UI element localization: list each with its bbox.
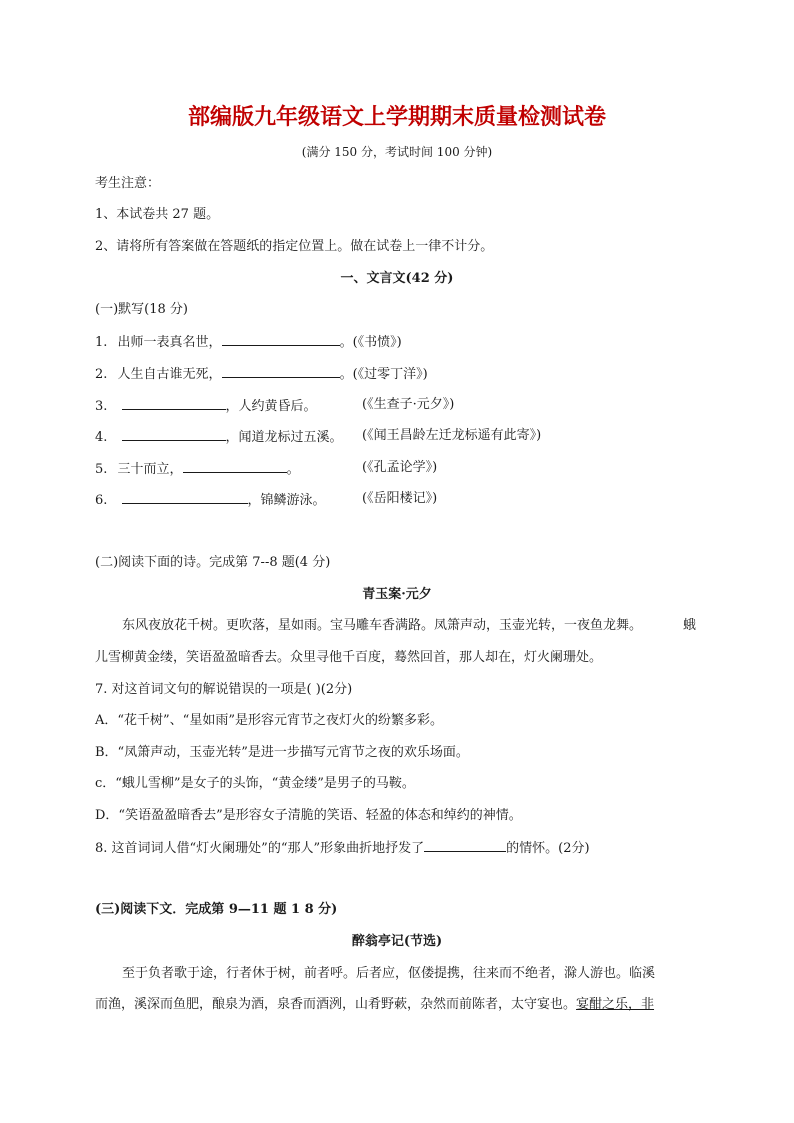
fill-item-source: 。(《过零丁洋》) — [339, 367, 428, 382]
fill-item-text: 出师一表真名世， — [117, 335, 222, 350]
option-b: B．“凤箫声动，玉壶光转”是进一步描写元宵节之夜的欢乐场面。 — [95, 745, 469, 760]
fill-item-6 — [95, 490, 326, 510]
fill-item-source: 。(《书愤》) — [339, 335, 402, 350]
fill-item-4 — [95, 427, 343, 447]
fill-item-text: ，闻道龙标过五溪。 — [225, 430, 343, 445]
fill-item-source: (《生查子·元夕》) — [362, 397, 455, 412]
fill-item-number: 6. — [95, 493, 108, 508]
prose-title: 醉翁亭记(节选) — [351, 934, 443, 949]
part-two-heading: (二)阅读下面的诗。完成第 7--8 题(4 分) — [95, 555, 331, 570]
fill-item-5 — [95, 459, 300, 479]
fill-item-number: 4. — [95, 430, 108, 445]
fill-item-text: ，锦鳞游泳。 — [247, 493, 326, 508]
fill-item-number: 1. — [95, 335, 108, 350]
fill-item-source: (《岳阳楼记》) — [362, 491, 438, 506]
answer-blank — [222, 364, 340, 378]
prose-line-2-text: 而渔，溪深而鱼肥，酿泉为酒，泉香而酒洌，山肴野蔌，杂然而前陈者，太守宴也。 — [95, 997, 577, 1012]
fill-item-text: 三十而立， — [117, 462, 183, 477]
fill-item-number: 2. — [95, 367, 108, 382]
poem-line-1: 东风夜放花千树。更吹落，星如雨。宝马雕车香满路。凤箫声动，玉壶光转，一夜鱼龙舞。 — [122, 618, 643, 633]
question-8-tail: 的情怀。(2分) — [506, 841, 590, 856]
question-8 — [95, 838, 590, 858]
option-a: A．“花千树”、“星如雨”是形容元宵节之夜灯火的纷繁多彩。 — [95, 713, 443, 728]
option-c: c．“蛾儿雪柳”是女子的头饰，“黄金缕”是男子的马鞍。 — [95, 776, 415, 791]
answer-blank — [424, 838, 506, 852]
fill-item-source: (《孔孟论学》) — [362, 460, 438, 475]
part-one-heading: (一)默写(18 分) — [95, 302, 188, 317]
poem-line-2: 儿雪柳黄金缕，笑语盈盈暗香去。众里寻他千百度，蓦然回首，那人却在，灯火阑珊处。 — [95, 650, 603, 665]
fill-item-number: 5. — [95, 462, 108, 477]
fill-item-3 — [95, 396, 317, 416]
prose-line-2 — [95, 996, 654, 1014]
exam-subtitle: (满分 150 分，考试时间 100 分钟) — [301, 145, 493, 159]
notice-heading: 考生注意： — [95, 176, 161, 191]
fill-item-2 — [95, 364, 428, 384]
answer-blank — [122, 427, 226, 441]
fill-item-text: 人生自古谁无死， — [117, 367, 222, 382]
fill-item-number: 3. — [95, 399, 108, 414]
part-three-heading: (三)阅读下文．完成第 9—11 题 1 8 分) — [95, 902, 338, 917]
poem-title: 青玉案·元夕 — [362, 587, 432, 602]
poem-line-1-tail: 蛾 — [683, 618, 697, 633]
question-7: 7. 对这首词文句的解说错误的一项是( )(2分) — [95, 682, 353, 697]
option-d: D．“笑语盈盈暗香去”是形容女子清脆的笑语、轻盈的体态和绰约的神情。 — [95, 808, 522, 823]
prose-underlined-text: 宴酣之乐，非 — [576, 997, 655, 1012]
answer-blank — [222, 332, 340, 346]
answer-blank — [122, 490, 248, 504]
question-8-text: 8. 这首词词人借“灯火阑珊处”的“那人”形象曲折地抒发了 — [95, 841, 425, 856]
exam-title: 部编版九年级语文上学期期末质量检测试卷 — [187, 104, 606, 130]
fill-item-source: (《闻王昌龄左迁龙标遥有此寄》) — [362, 428, 542, 443]
prose-line-1: 至于负者歌于途，行者休于树，前者呼。后者应，伛偻提携，往来而不绝者，滁人游也。临溪 — [122, 966, 656, 981]
notice-item-2: 2、请将所有答案做在答题纸的指定位置上。做在试卷上一律不计分。 — [95, 239, 494, 254]
notice-item-1: 1、本试卷共 27 题。 — [95, 207, 220, 222]
answer-blank — [122, 396, 226, 410]
answer-blank — [183, 459, 287, 473]
section-one-heading: 一、文言文(42 分) — [340, 271, 454, 286]
fill-item-1 — [95, 332, 402, 352]
fill-item-post: 。 — [286, 462, 300, 477]
fill-item-text: ，人约黄昏后。 — [225, 399, 317, 414]
